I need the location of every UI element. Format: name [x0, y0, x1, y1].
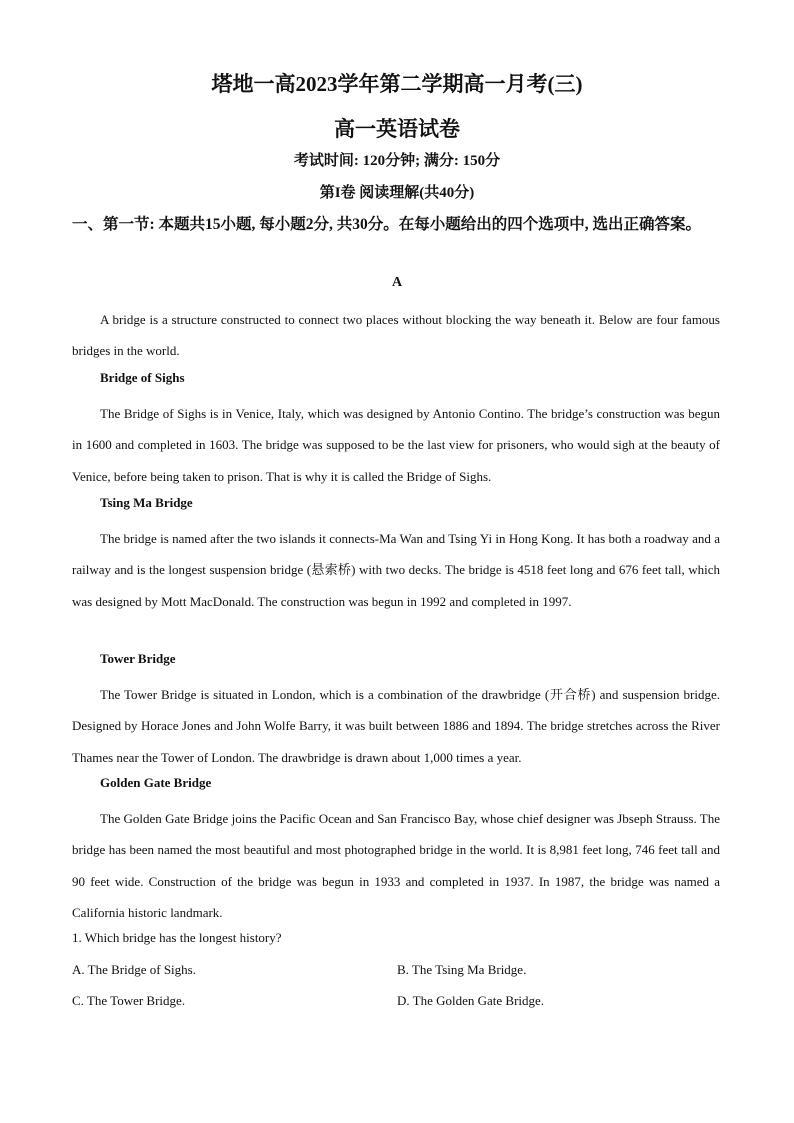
bridge-paragraph: The Tower Bridge is situated in London, which is a combination of the drawbridge (开合桥) and suspension bridge. Designed by Horace Jones and John Wolfe Barry, it was built between 1886 and 1894. The bridge stretches across the River Thames near the Tower of London. The drawbridge is drawn about 1,000 times a year. — [72, 687, 720, 765]
exam-title: 塔地一高2023学年第二学期高一月考(三) — [211, 72, 583, 96]
option-d: D. The Golden Gate Bridge. — [397, 993, 545, 1008]
subject-title: 高一英语试卷 — [334, 117, 460, 141]
section-instruction: 一、第一节: 本题共15小题, 每小题2分, 共30分。在每小题给出的四个选项中, 选出正确答案。 — [72, 216, 702, 233]
bridge-heading: Golden Gate Bridge — [100, 775, 212, 790]
bridge-heading: Tsing Ma Bridge — [100, 495, 193, 510]
bridge-paragraph: The bridge is named after the two islands it connects-Ma Wan and Tsing Yi in Hong Kong. It has both a roadway and a railway and is the longest suspension bridge (悬索桥) with two decks. The bridge is 4518 feet long and 676 feet tall, which was designed by Mott MacDonald. The construction was begun in 1992 and completed in 1997. — [72, 531, 720, 609]
option-c: C. The Tower Bridge. — [72, 993, 186, 1008]
bridge-paragraph: The Golden Gate Bridge joins the Pacific Ocean and San Francisco Bay, whose chief designer was Jbseph Strauss. The bridge has been named the most beautiful and most photographed bridge in the world. It is 8,981 feet long, 746 feet tall and 90 feet wide. Construction of the bridge was begun in 1933 and completed in 1937. In 1987, the bridge was named a California historic landmark. — [72, 811, 720, 920]
passage-letter: A — [391, 275, 403, 290]
option-a: A. The Bridge of Sighs. — [72, 962, 196, 977]
time-score-line: 考试时间: 120分钟; 满分: 150分 — [293, 153, 501, 169]
option-b: B. The Tsing Ma Bridge. — [397, 962, 527, 977]
passage-intro: A bridge is a structure constructed to connect two places without blocking the way beneath it. Below are four famous bridges in the world. — [72, 312, 720, 359]
bridge-heading: Bridge of Sighs — [100, 370, 185, 385]
bridge-paragraph: The Bridge of Sighs is in Venice, Italy, which was designed by Antonio Contino. The bridge’s construction was begun in 1600 and completed in 1603. The bridge was supposed to be the last view for prisoners, who would sigh at the beauty of Venice, before being taken to prison. That is why it is called the Bridge of Sighs. — [72, 406, 720, 484]
question-stem: 1. Which bridge has the longest history? — [72, 930, 282, 945]
bridge-heading: Tower Bridge — [100, 651, 176, 666]
part-title: 第I卷 阅读理解(共40分) — [319, 185, 475, 201]
